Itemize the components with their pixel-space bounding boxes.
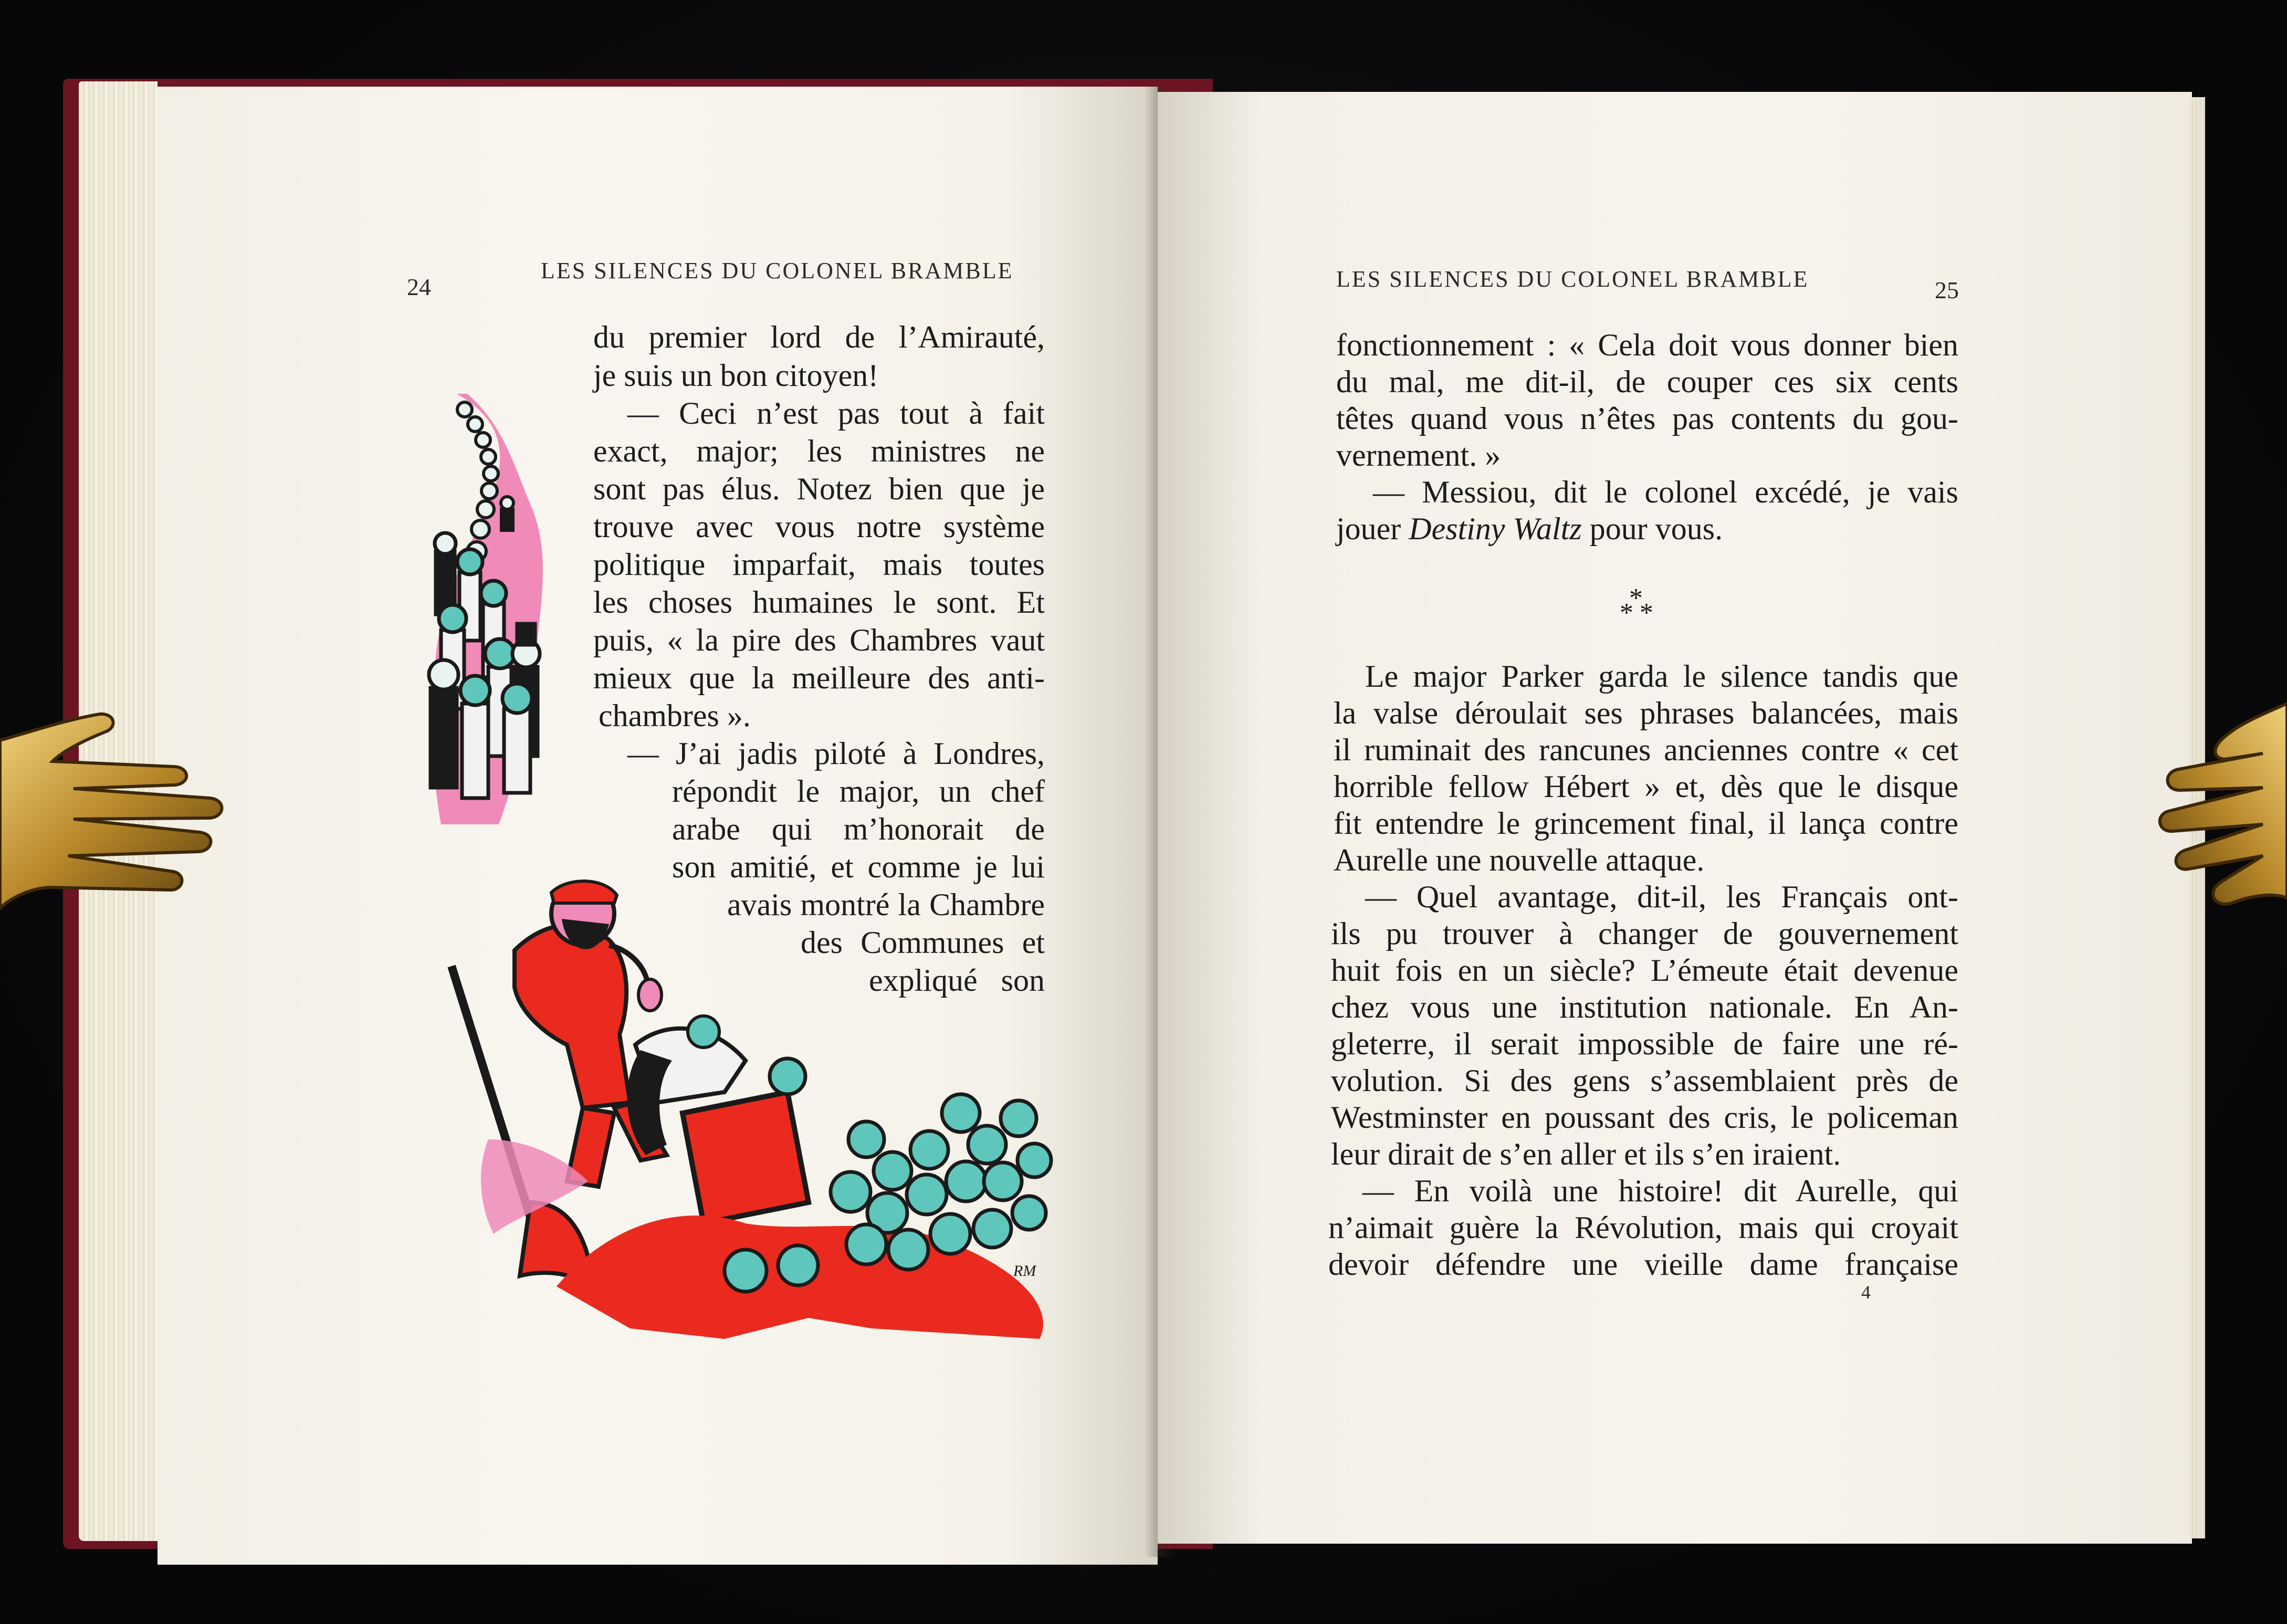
right-line: n’aimait guère la Révolution, mais qui croyait [1328, 1210, 1958, 1245]
signature-mark: 4 [1861, 1282, 1871, 1303]
queue-of-figures [429, 394, 543, 824]
left-line: puis, « la pire des Chambres vaut [593, 623, 1045, 657]
left-page-number: 24 [407, 274, 431, 300]
left-line: sont pas élus. Notez bien que je [593, 472, 1045, 506]
right-line: huit fois en un siècle? L’émeute était devenue [1331, 953, 1958, 988]
left-line: exact, major; les ministres ne [593, 434, 1045, 468]
guillotine-illustration [410, 383, 1071, 1344]
destiny-waltz-title: Destiny Waltz [1409, 511, 1582, 546]
left-line: répondit le major, un chef [672, 774, 1045, 809]
right-line: — Quel avantage, dit-il, les Français ont- [1365, 879, 1958, 914]
right-running-head: LES SILENCES DU COLONEL BRAMBLE [1336, 266, 1809, 292]
right-line: gleterre, il serait impossible de faire une ré- [1331, 1026, 1958, 1061]
right-line: — Messiou, dit le colonel excédé, je vais [1373, 475, 1958, 509]
right-line: Westminster en poussant des cris, le policeman [1331, 1100, 1958, 1135]
right-line: volution. Si des gens s’assemblaient près de [1331, 1063, 1958, 1098]
right-line: Le major Parker garda le silence tandis que [1365, 659, 1958, 694]
left-line: — J’ai jadis piloté à Londres, [627, 736, 1045, 771]
illustration-monogram: RM [1013, 1262, 1036, 1280]
asterisk: * [1620, 598, 1633, 628]
right-line-text: pour vous. [1581, 511, 1723, 546]
left-line: trouve avec vous notre système [593, 509, 1045, 544]
right-line: la valse déroulait ses phrases balancées, mais [1334, 696, 1958, 730]
right-line: il ruminait des rancunes anciennes contre « cet [1334, 732, 1958, 767]
right-line: têtes quand vous n’êtes pas contents du gou- [1336, 401, 1958, 436]
left-line: — Ceci n’est pas tout à fait [627, 396, 1045, 431]
right-line: fit entendre le grincement final, il lança contre [1334, 806, 1958, 841]
right-line: leur dirait de s’en aller et ils s’en iraient. [1331, 1137, 1841, 1171]
left-line: des Communes et [801, 925, 1045, 960]
asterisk: * [1629, 583, 1643, 613]
asterisk: * [1640, 598, 1653, 628]
right-brass-hand [2158, 683, 2287, 977]
left-line: chambres ». [599, 698, 751, 733]
right-line: — En voilà une histoire! dit Aurelle, qui [1362, 1174, 1958, 1208]
left-line: je suis un bon citoyen! [593, 358, 879, 393]
left-line: expliqué son [869, 963, 1045, 998]
right-line-destiny [1336, 513, 1723, 544]
right-line: fonctionnement : « Cela doit vous donner bien [1336, 328, 1958, 362]
left-line: les choses humaines le sont. Et [593, 585, 1045, 620]
left-line: avais montré la Chambre [727, 887, 1045, 922]
left-brass-hand [0, 698, 231, 950]
right-line: vernement. » [1336, 438, 1501, 473]
left-line: son amitié, et comme je lui [672, 850, 1045, 884]
right-line: devoir défendre une vieille dame française [1328, 1247, 1958, 1282]
victim-and-block [627, 1016, 809, 1223]
right-line: ils pu trouver à changer de gouvernement [1331, 916, 1958, 951]
right-line: du mal, me dit-il, de couper ces six cents [1336, 364, 1958, 399]
right-line: Aurelle une nouvelle attaque. [1334, 843, 1705, 877]
left-line: politique imparfait, mais toutes [593, 547, 1045, 582]
right-page-number: 25 [1935, 277, 1959, 303]
right-line: horrible fellow Hébert » et, dès que le disque [1334, 769, 1958, 804]
left-line: mieux que la meilleure des anti- [593, 661, 1045, 695]
left-line: arabe qui m’honorait de [672, 812, 1045, 846]
left-line: du premier lord de l’Amirauté, [593, 320, 1045, 354]
right-line: chez vous une institution nationale. En An- [1331, 990, 1958, 1024]
left-running-head: LES SILENCES DU COLONEL BRAMBLE [541, 258, 1014, 284]
right-line-text: jouer [1336, 511, 1409, 546]
